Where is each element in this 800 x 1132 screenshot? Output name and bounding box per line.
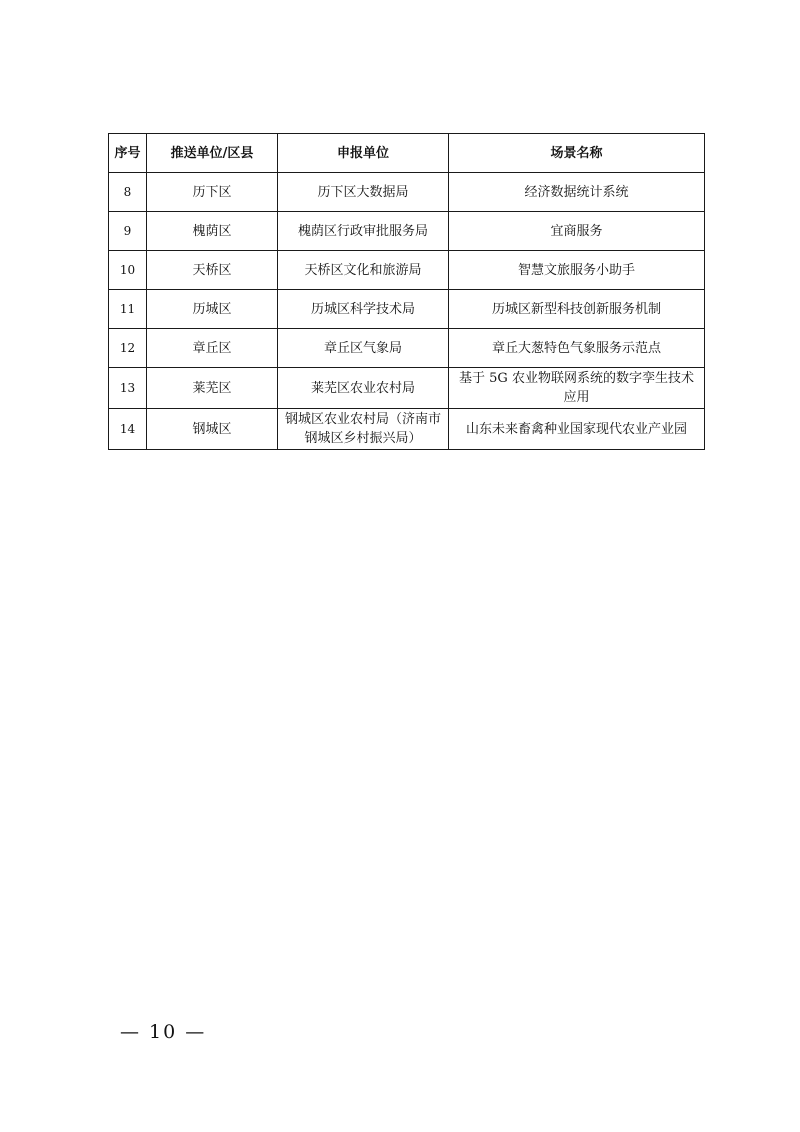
cell-scene: 经济数据统计系统 <box>449 173 705 212</box>
page-number: — 10 — <box>120 1021 207 1043</box>
cell-serial: 10 <box>109 251 147 290</box>
table-row <box>109 251 705 290</box>
cell-district: 历下区 <box>147 173 278 212</box>
cell-applicant: 钢城区农业农村局（济南市钢城区乡村振兴局） <box>278 409 449 450</box>
cell-applicant: 历下区大数据局 <box>278 173 449 212</box>
cell-scene: 宜商服务 <box>449 212 705 251</box>
table-row <box>109 290 705 329</box>
cell-district: 历城区 <box>147 290 278 329</box>
cell-applicant: 莱芜区农业农村局 <box>278 368 449 409</box>
cell-scene: 章丘大葱特色气象服务示范点 <box>449 329 705 368</box>
table-header-row <box>109 134 705 173</box>
table-row <box>109 212 705 251</box>
header-scene: 场景名称 <box>449 134 705 173</box>
cell-district: 天桥区 <box>147 251 278 290</box>
cell-serial: 13 <box>109 368 147 409</box>
cell-scene: 历城区新型科技创新服务机制 <box>449 290 705 329</box>
cell-serial: 14 <box>109 409 147 450</box>
cell-scene: 智慧文旅服务小助手 <box>449 251 705 290</box>
cell-district: 莱芜区 <box>147 368 278 409</box>
table-row <box>109 368 705 409</box>
cell-serial: 11 <box>109 290 147 329</box>
table-row <box>109 173 705 212</box>
cell-district: 钢城区 <box>147 409 278 450</box>
cell-district: 章丘区 <box>147 329 278 368</box>
table-row <box>109 409 705 450</box>
cell-district: 槐荫区 <box>147 212 278 251</box>
cell-serial: 8 <box>109 173 147 212</box>
table-row <box>109 329 705 368</box>
scenario-table <box>108 133 705 450</box>
cell-applicant: 章丘区气象局 <box>278 329 449 368</box>
cell-serial: 9 <box>109 212 147 251</box>
cell-applicant: 槐荫区行政审批服务局 <box>278 212 449 251</box>
cell-serial: 12 <box>109 329 147 368</box>
cell-applicant: 天桥区文化和旅游局 <box>278 251 449 290</box>
header-serial: 序号 <box>109 134 147 173</box>
header-district: 推送单位/区县 <box>147 134 278 173</box>
cell-scene: 基于 5G 农业物联网系统的数字孪生技术应用 <box>449 368 705 409</box>
cell-applicant: 历城区科学技术局 <box>278 290 449 329</box>
header-applicant: 申报单位 <box>278 134 449 173</box>
cell-scene: 山东未来畜禽种业国家现代农业产业园 <box>449 409 705 450</box>
